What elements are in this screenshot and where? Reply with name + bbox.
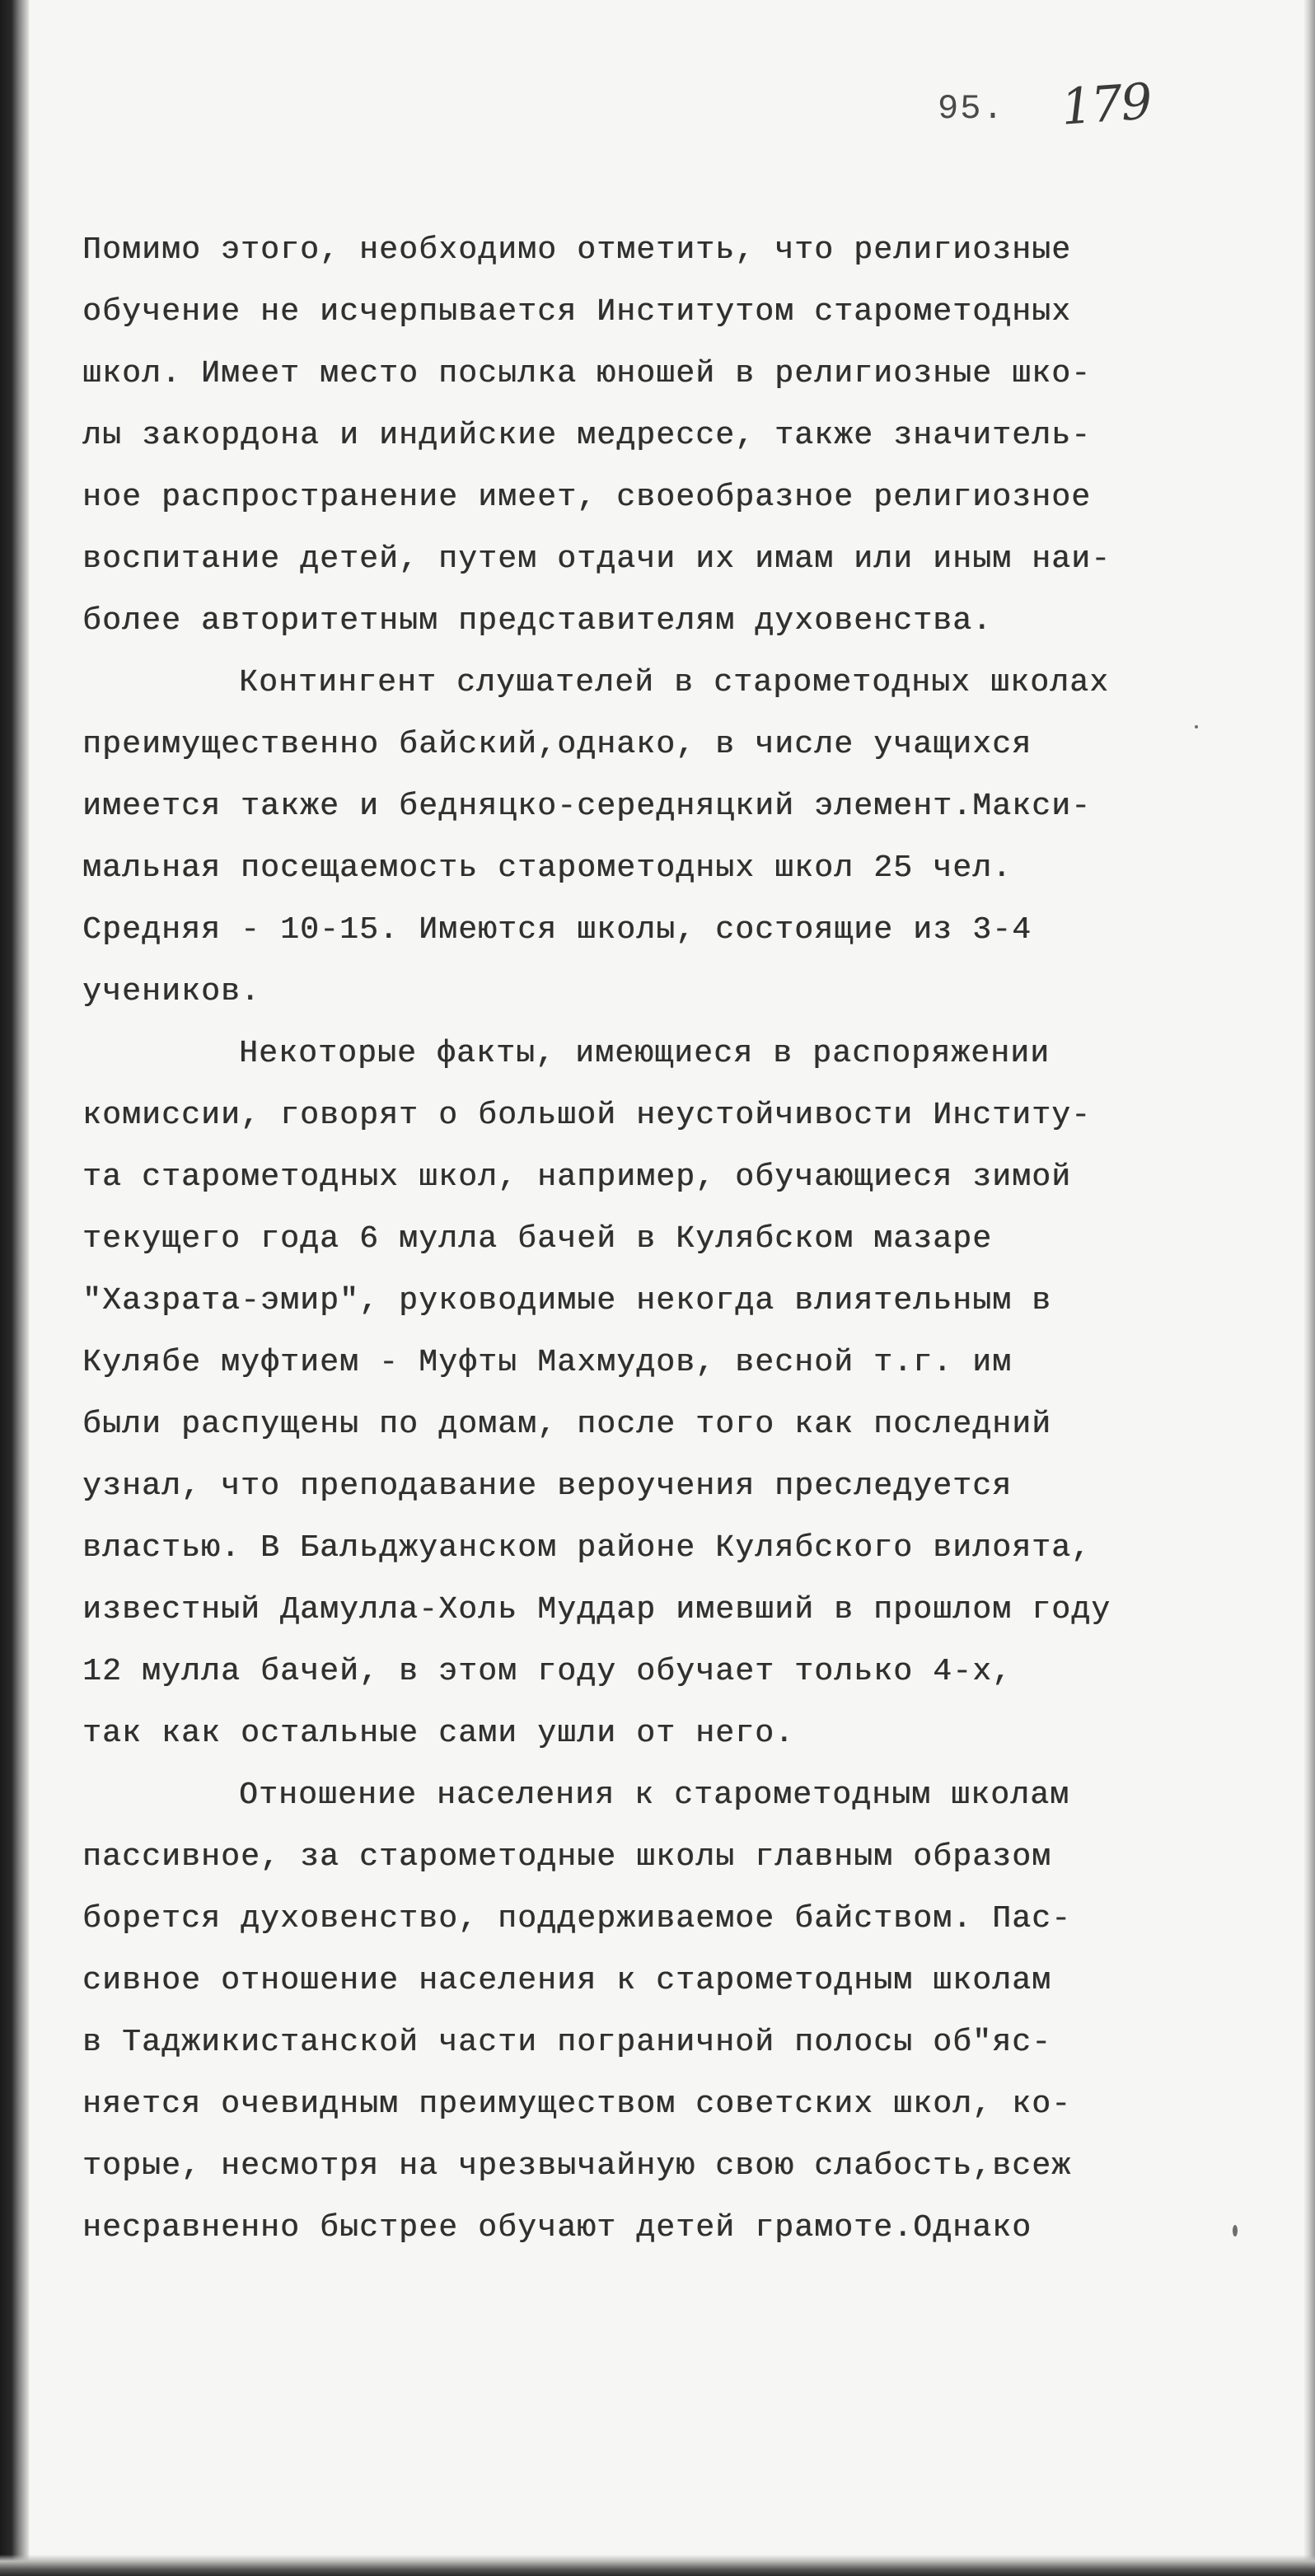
text-line: борется духовенство, поддерживаемое байством. Пас- bbox=[82, 1901, 1072, 1937]
scan-right-border bbox=[1303, 0, 1315, 2576]
text-line: сивное отношение населения к старометодным школам bbox=[82, 1963, 1052, 1998]
text-line: торые, несмотря на чрезвычайную свою слабость,всеж bbox=[82, 2148, 1072, 2184]
scan-speck bbox=[1233, 2225, 1238, 2236]
paragraph-first-line: Некоторые факты, имеющиеся в распоряжении bbox=[239, 1036, 1051, 1071]
scan-left-border bbox=[0, 0, 30, 2576]
text-line: в Таджикистанской части пограничной полосы об"яс- bbox=[82, 2025, 1052, 2060]
text-line: 12 мулла бачей, в этом году обучает только 4-х, bbox=[82, 1654, 1013, 1689]
text-line: властью. В Бальджуанском районе Кулябского вилоята, bbox=[82, 1530, 1092, 1566]
text-line: ное распространение имеет, своеобразное религиозное bbox=[82, 480, 1092, 515]
text-line: школ. Имеет место посылка юношей в религиозные шко- bbox=[82, 356, 1092, 391]
paragraph-first-line: Отношение населения к старометодным школам bbox=[239, 1777, 1070, 1813]
text-line: пассивное, за старометодные школы главным образом bbox=[82, 1839, 1052, 1875]
scan-speck bbox=[1195, 725, 1198, 728]
text-line: более авторитетным представителям духовенства. bbox=[82, 603, 993, 639]
text-line: "Хазрата-эмир", руководимые некогда влиятельным в bbox=[82, 1283, 1052, 1318]
text-line: та старометодных школ, например, обучающиеся зимой bbox=[82, 1159, 1072, 1195]
text-line: обучение не исчерпывается Институтом старометодных bbox=[82, 294, 1072, 330]
handwritten-archive-number: 179 bbox=[1059, 73, 1153, 137]
text-line: преимущественно байский,однако, в числе учащихся bbox=[82, 727, 1032, 762]
text-line: известный Дамулла-Холь Муддар имевший в прошлом году bbox=[82, 1592, 1111, 1628]
text-line: учеников. bbox=[82, 974, 261, 1009]
text-line: текущего года 6 мулла бачей в Кулябском мазаре bbox=[82, 1221, 993, 1257]
text-line: няется очевидным преимуществом советских школ, ко- bbox=[82, 2087, 1072, 2122]
text-line: комиссии, говорят о большой неустойчивости Институ- bbox=[82, 1098, 1092, 1133]
text-line: узнал, что преподавание вероучения преследуется bbox=[82, 1468, 1013, 1504]
text-line: были распущены по домам, после того как последний bbox=[82, 1407, 1052, 1442]
scan-bottom-border bbox=[0, 2555, 1315, 2576]
document-body bbox=[82, 219, 1269, 2259]
text-line: Кулябе муфтием - Муфты Махмудов, весной т.г. им bbox=[82, 1345, 1013, 1380]
paragraph-first-line: Контингент слушателей в старометодных школах bbox=[239, 665, 1110, 700]
text-line: имеется также и бедняцко-середняцкий элемент.Макси- bbox=[82, 789, 1092, 824]
text-line: воспитание детей, путем отдачи их имам или иным наи- bbox=[82, 541, 1111, 577]
text-line: несравненно быстрее обучают детей грамоте.Однако bbox=[82, 2210, 1032, 2246]
text-line: лы закордона и индийские медрессе, также значитель- bbox=[82, 418, 1092, 453]
page-number: 95. bbox=[938, 89, 1005, 129]
text-line: Помимо этого, необходимо отметить, что религиозные bbox=[82, 232, 1072, 268]
text-line: Средняя - 10-15. Имеются школы, состоящие из 3-4 bbox=[82, 912, 1032, 948]
text-line: мальная посещаемость старометодных школ 25 чел. bbox=[82, 850, 1013, 886]
text-line: так как остальные сами ушли от него. bbox=[82, 1716, 795, 1751]
